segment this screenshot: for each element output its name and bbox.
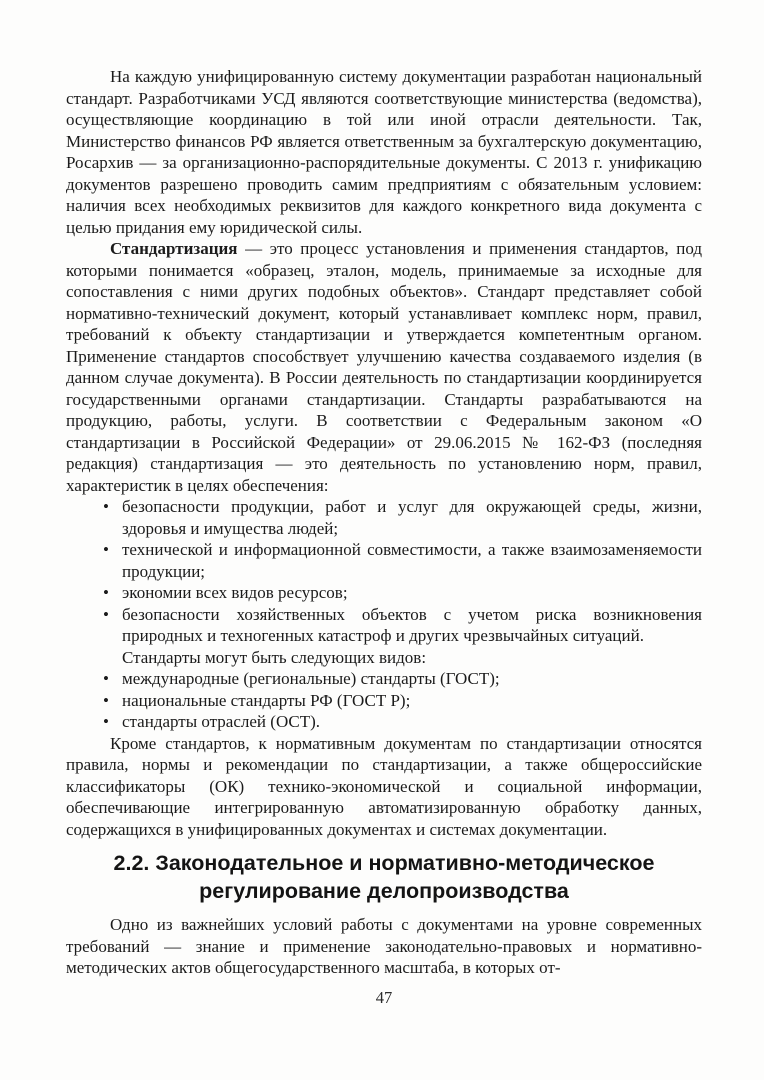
paragraph-other-normative-documents: Кроме стандартов, к нормативным документам по стандартизации относятся правила, нормы и рекомендации по стандартизации, а также общероссийские классификаторы (ОК) технико-экономической и социальной информации, обеспечивающие интегрированную автоматизированную обработку данных, содержащихся в унифицированных документах и системах документации.	[66, 733, 702, 839]
section-heading-line-2: регулирование делопроизводства	[199, 879, 569, 903]
standards-types-lead: Стандарты могут быть следующих видов:	[122, 647, 427, 667]
list-item-type-national: • национальные стандарты РФ (ГОСТ Р);	[122, 690, 702, 712]
page-number: 47	[375, 987, 393, 1007]
list-item-type-industry: • стандарты отраслей (ОСТ).	[122, 711, 702, 733]
section-heading-line-1: 2.2. Законодательное и нормативно-методическое	[113, 851, 655, 875]
list-item-goal-safety-products: • безопасности продукции, работ и услуг для окружающей среды, жизни, здоровья и имущества людей;	[122, 496, 702, 539]
list-item-type-international: • международные (региональные) стандарты (ГОСТ);	[122, 668, 702, 690]
standards-types-list	[66, 668, 702, 733]
paragraph-closing: Одно из важнейших условий работы с документами на уровне современных требований — знание и применение законодательно-правовых и нормативно-методических актов общегосударственного масштаба, в которых от-	[66, 915, 702, 977]
list-item-goal-object-safety: • безопасности хозяйственных объектов с учетом риска возникновения природных и техногенных катастроф и других чрезвычайных ситуаций.	[122, 604, 702, 647]
list-item-goal-resources: • экономии всех видов ресурсов;	[122, 582, 702, 604]
paragraph-standardization-definition	[66, 238, 702, 496]
paragraph-standardization-text: — это процесс установления и применения стандартов, под которыми понимается «образец, эталон, модель, принимаемые за исходные для сопоставления с ними других подобных объектов». Стандарт представляет собой нормативно-технический документ, который устанавливает комплекс норм, правил, требований к объекту стандартизации и утверждается компетентным органом. Применение стандартов способствует улучшению качества создаваемого изделия (в данном случае документа). В России деятельность по стандартизации координируется государственными органами стандартизации. Стандарты разрабатываются на продукцию, работы, услуги. В соответствии с Федеральным законом «О стандартизации в Российской Федерации» от 29.06.2015 № 162-ФЗ (последняя редакция) стандартизация — это деятельность по установлению норм, правил, характеристик в целях обеспечения:	[66, 239, 702, 495]
standardization-goals-list	[66, 496, 702, 647]
paragraph-unified-systems: На каждую унифицированную систему документации разработан национальный стандарт. Разработчиками УСД являются соответствующие министерства (ведомства), осуществляющие координацию в той или иной отрасли деятельности. Так, Министерство финансов РФ является ответственным за бухгалтерскую документацию, Росархив — за организационно-распорядительные документы. С 2013 г. унификацию документов разрешено проводить самим предприятиям с обязательным условием: наличия всех необходимых реквизитов для каждого конкретного вида документа с целью придания ему юридической силы.	[66, 67, 702, 237]
term-standardization: Стандартизация	[110, 239, 238, 258]
list-item-goal-compatibility: • технической и информационной совместимости, а также взаимозаменяемости продукции;	[122, 539, 702, 582]
section-heading-2-2	[66, 849, 702, 905]
